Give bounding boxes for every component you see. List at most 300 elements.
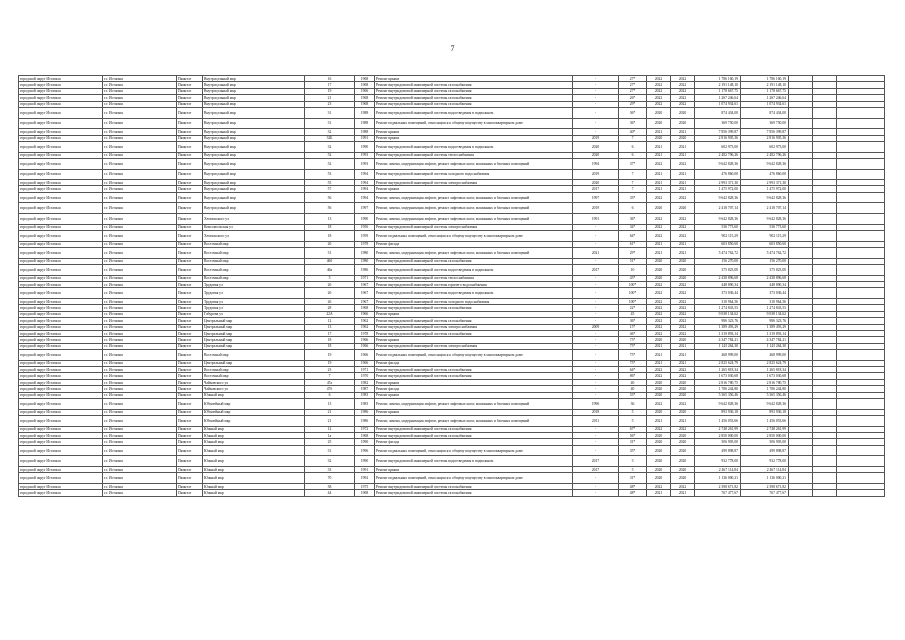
cell-c12: 156 270,00 (695, 258, 741, 264)
cell-c7: Ремонт, замена, модернизация лифтов, ремонт лифтовых шахт, машинных и блочных помещений (375, 416, 573, 427)
cell-c13: 932 778,00 (741, 456, 789, 467)
cell-c7: Ремонт внутридомовой инженерной системы теплоснабжения (375, 152, 573, 158)
cell-c11: 2021 (671, 241, 695, 247)
cell-c12: 1 265 818,34 (695, 367, 741, 373)
cell-c3: Пкинтлг (177, 258, 203, 264)
cell-c4: Южный мкр (203, 392, 305, 398)
cell-c7: Ремонт, замена, модернизация лифтов, ремонт лифтовых шахт, машинных и блочных помещений (375, 399, 573, 410)
cell-c9: 7 (619, 180, 647, 186)
cell-c5: 44 (305, 490, 355, 496)
cell-c9: 86* (619, 373, 647, 379)
cell-c12: 9 038 134,62 (695, 311, 741, 317)
table-row (19, 399, 885, 410)
cell-c2: г.г. Истапкш (103, 258, 177, 264)
cell-c10: 2021 (647, 490, 671, 496)
cell-c6: 1997 (355, 203, 375, 214)
cell-c2: г.г. Истапкш (103, 466, 177, 472)
cell-c13: 375 823,00 (741, 265, 789, 276)
cell-c13: 874 434,00 (741, 107, 789, 118)
cell-c3: Пкинтлг (177, 416, 203, 427)
cell-c6: 1975 (355, 483, 375, 489)
empty-cell (789, 107, 813, 118)
cell-c12: 1 136 000,21 (695, 473, 741, 484)
cell-c4: Внутрсцзльный мкр (203, 152, 305, 158)
cell-c4: Внутрсцзльный мкр (203, 192, 305, 203)
cell-c11: 2022 (671, 224, 695, 230)
cell-c11: 2021 (671, 350, 695, 361)
cell-c2: г.г. Истапкш (103, 409, 177, 415)
cell-c5: 56 (305, 203, 355, 214)
cell-c2: г.г. Истапкш (103, 129, 177, 135)
cell-c3: Пкинтлг (177, 483, 203, 489)
cell-c9: 7 (619, 135, 647, 141)
cell-c9: 3 (619, 456, 647, 467)
cell-c3: Пкинтлг (177, 101, 203, 107)
cell-c5: 47б (305, 386, 355, 392)
cell-c3: Пкинтлг (177, 288, 203, 299)
cell-c1: городской округ Истапкш (19, 433, 103, 439)
cell-c5: 18 (305, 343, 355, 349)
cell-c3: Пкинтлг (177, 350, 203, 361)
cell-c8: - (573, 490, 619, 496)
cell-c13: 2 467 114,84 (741, 466, 789, 472)
cell-c5: 26 (305, 282, 355, 288)
cell-c2: г.г. Истапкш (103, 214, 177, 225)
empty-cell (813, 192, 837, 203)
cell-c6: 1986 (355, 416, 375, 427)
cell-c9: 75* (619, 343, 647, 349)
cell-c2: г.г. Истапкш (103, 439, 177, 445)
cell-c12: 536 773,60 (695, 224, 741, 230)
cell-c2: г.г. Истапкш (103, 95, 177, 101)
cell-c7: Ремонт фасада (375, 241, 573, 247)
cell-c8: - (573, 282, 619, 288)
cell-c2: г.г. Истапкш (103, 224, 177, 230)
cell-c8: 2009 (573, 324, 619, 330)
cell-c2: г.г. Истапкш (103, 192, 177, 203)
cell-c4: Восточный мкр (203, 275, 305, 281)
cell-c3: Пкинтлг (177, 241, 203, 247)
cell-c11: 2021 (671, 169, 695, 180)
cell-c2: г.г. Истапкш (103, 426, 177, 432)
cell-c8: - (573, 318, 619, 324)
cell-c10: 2022 (647, 318, 671, 324)
cell-c3: Пкинтлг (177, 337, 203, 343)
cell-c10: 2021 (647, 186, 671, 192)
cell-c8: - (573, 241, 619, 247)
cell-c12: 375 823,00 (695, 265, 741, 276)
cell-c2: г.г. Истапкш (103, 343, 177, 349)
cell-c1: городской округ Истапкш (19, 392, 103, 398)
cell-c2: г.г. Истапкш (103, 203, 177, 214)
cell-c4: Южный мкр (203, 483, 305, 489)
cell-c1: городской округ Истапкш (19, 386, 103, 392)
cell-c12: 2 748 261,99 (695, 426, 741, 432)
cell-c4: Трудовая ул (203, 298, 305, 304)
cell-c7: Ремонт крыши (375, 186, 573, 192)
cell-c13: 1 178 667,75 (741, 88, 789, 94)
cell-c6: 1983 (355, 399, 375, 410)
cell-c5: 31 (305, 107, 355, 118)
cell-c1: городской округ Истапкш (19, 416, 103, 427)
table-row (19, 118, 885, 129)
cell-c12: 2 482 796,26 (695, 152, 741, 158)
cell-c8: 2017 (573, 186, 619, 192)
cell-c13: 2 482 796,26 (741, 152, 789, 158)
cell-c11: 2020 (671, 386, 695, 392)
cell-c6: 1966 (355, 337, 375, 343)
table-row (19, 158, 885, 169)
empty-cell (837, 288, 885, 299)
cell-c1: городской округ Истапкш (19, 439, 103, 445)
table-row (19, 169, 885, 180)
cell-c6: 1994 (355, 180, 375, 186)
cell-c6: 1968 (355, 76, 375, 82)
empty-cell (813, 399, 837, 410)
cell-c4: Внутрсцзльный мкр (203, 203, 305, 214)
empty-cell (813, 288, 837, 299)
cell-c6: 1994 (355, 169, 375, 180)
cell-c4: Внутрсцзльный мкр (203, 76, 305, 82)
cell-c3: Пкинтлг (177, 392, 203, 398)
cell-c11: 2022 (671, 483, 695, 489)
cell-c10: 2020 (647, 258, 671, 264)
cell-c8: - (573, 392, 619, 398)
empty-cell (813, 265, 837, 276)
cell-c5: 47а (305, 379, 355, 385)
cell-c6: 1982 (355, 379, 375, 385)
cell-c11: 2022 (671, 373, 695, 379)
cell-c6: 1967 (355, 288, 375, 299)
cell-c4: Восточный мкр (203, 248, 305, 259)
cell-c12: 2 993 371,30 (695, 180, 741, 186)
cell-c5: 21 (305, 416, 355, 427)
cell-c5: 13 (305, 399, 355, 410)
cell-c7: Ремонт внутридомовой инженерной системы электроснабжения (375, 180, 573, 186)
cell-c1: городской округ Истапкш (19, 158, 103, 169)
cell-c4: Трудовая ул (203, 282, 305, 288)
cell-c3: Пкинтлг (177, 367, 203, 373)
cell-c4: Восточный мкр (203, 265, 305, 276)
cell-c12: 4 347 784,21 (695, 337, 741, 343)
cell-c11: 2021 (671, 343, 695, 349)
cell-c8: 2020 (573, 152, 619, 158)
cell-c10: 2022 (647, 76, 671, 82)
cell-c3: Пкинтлг (177, 248, 203, 259)
cell-c9: 51* (619, 258, 647, 264)
cell-c5: 52 (305, 158, 355, 169)
cell-c12: 1 475 972,00 (695, 186, 741, 192)
cell-c1: городской округ Истапкш (19, 101, 103, 107)
cell-c11: 2020 (671, 473, 695, 484)
cell-c13: 373 036,44 (741, 288, 789, 299)
cell-c6: 1972 (355, 426, 375, 432)
cell-c13: 9 642 828,36 (741, 399, 789, 410)
cell-c4: Восточный мкр (203, 350, 305, 361)
cell-c3: Пкинтлг (177, 373, 203, 379)
cell-c8: 1994 (573, 158, 619, 169)
cell-c1: городской округ Истапкш (19, 409, 103, 415)
cell-c10: 2022 (647, 298, 671, 304)
cell-c13: 499 898,87 (741, 445, 789, 456)
cell-c6: 1987 (355, 386, 375, 392)
cell-c4: Юбилейный мкр (203, 409, 305, 415)
cell-c10: 2021 (647, 129, 671, 135)
cell-c7: Ремонт внутридомовой инженерной системы электроснабжения (375, 343, 573, 349)
cell-c10: 2020 (647, 445, 671, 456)
cell-c7: Ремонт фасада (375, 439, 573, 445)
cell-c12: 506 905,00 (695, 439, 741, 445)
cell-c2: г.г. Истапкш (103, 298, 177, 304)
cell-c12: 9 642 828,36 (695, 192, 741, 203)
cell-c9: 6 (619, 203, 647, 214)
cell-c10: 2020 (647, 107, 671, 118)
cell-c3: Пкинтлг (177, 141, 203, 152)
cell-c6: 1968 (355, 82, 375, 88)
empty-cell (789, 350, 813, 361)
cell-c9: 100* (619, 298, 647, 304)
cell-c13: 156 270,00 (741, 258, 789, 264)
cell-c4: Южный мкр (203, 445, 305, 456)
cell-c6: 1988 (355, 129, 375, 135)
cell-c13: 2 191 148,10 (741, 82, 789, 88)
cell-c6: 1968 (355, 433, 375, 439)
cell-c9: 29* (619, 101, 647, 107)
cell-c7: Ремонт крыши (375, 337, 573, 343)
cell-c4: Внутрсцзльный мкр (203, 82, 305, 88)
cell-c5: 18 (305, 231, 355, 242)
cell-c1: городской округ Истапкш (19, 282, 103, 288)
cell-c10: 2022 (647, 282, 671, 288)
cell-c5: 55 (305, 180, 355, 186)
cell-c3: Пкинтлг (177, 490, 203, 496)
cell-c9: 37* (619, 158, 647, 169)
cell-c13: 893 936,18 (741, 409, 789, 415)
cell-c9: 53* (619, 392, 647, 398)
empty-cell (813, 169, 837, 180)
empty-cell (837, 248, 885, 259)
cell-c11: 2020 (671, 433, 695, 439)
empty-cell (837, 473, 885, 484)
cell-c4: Внутрсцзльный мкр (203, 135, 305, 141)
cell-c4: Внутрсцзльный мкр (203, 118, 305, 129)
cell-c11: 2022 (671, 88, 695, 94)
cell-c12: 2 438 896,68 (695, 275, 741, 281)
table-row (19, 456, 885, 467)
cell-c3: Пкинтлг (177, 439, 203, 445)
cell-c6: 1994 (355, 192, 375, 203)
cell-c6: 1967 (355, 298, 375, 304)
cell-c10: 2022 (647, 231, 671, 242)
cell-c8: - (573, 118, 619, 129)
cell-c13: 2 993 371,30 (741, 180, 789, 186)
cell-c1: городской округ Истапкш (19, 324, 103, 330)
cell-c13: 2 850 000,00 (741, 433, 789, 439)
cell-c13: 1 274 843,53 (741, 305, 789, 311)
empty-cell (837, 416, 885, 427)
cell-c3: Пкинтлг (177, 360, 203, 366)
cell-c5: 12 (305, 426, 355, 432)
cell-c8: - (573, 330, 619, 336)
cell-c10: 2021 (647, 180, 671, 186)
cell-c7: Ремонт фасада (375, 386, 573, 392)
cell-c6: 1996 (355, 445, 375, 456)
cell-c8: - (573, 337, 619, 343)
cell-c10: 2020 (647, 473, 671, 484)
cell-c3: Пкинтлг (177, 399, 203, 410)
cell-c1: городской округ Истапкш (19, 343, 103, 349)
cell-c5: 70 (305, 473, 355, 484)
cell-c1: городской округ Истапкш (19, 180, 103, 186)
cell-c11: 2022 (671, 324, 695, 330)
cell-c7: Ремонт внутридомовой инженерной системы газоснабжения (375, 318, 573, 324)
empty-cell (837, 158, 885, 169)
cell-c2: г.г. Истапкш (103, 118, 177, 129)
cell-c10: 2020 (647, 466, 671, 472)
cell-c9: 46* (619, 330, 647, 336)
cell-c2: г.г. Истапкш (103, 360, 177, 366)
cell-c13: 476 860,00 (741, 169, 789, 180)
empty-cell (789, 456, 813, 467)
cell-c6: 1962 (355, 324, 375, 330)
cell-c11: 2020 (671, 409, 695, 415)
cell-c5: 18 (305, 337, 355, 343)
cell-c13: 506 905,00 (741, 439, 789, 445)
cell-c2: г.г. Истапкш (103, 88, 177, 94)
cell-c3: Пкинтлг (177, 95, 203, 101)
empty-cell (789, 473, 813, 484)
cell-c7: Ремонт внутридомовой инженерной системы газоснабжения (375, 373, 573, 379)
cell-c5: 5 (305, 275, 355, 281)
cell-c7: Ремонт внутридомовой инженерной системы газоснабжения (375, 490, 573, 496)
page-number: 7 (450, 44, 455, 53)
cell-c3: Пкинтлг (177, 298, 203, 304)
cell-c7: Ремонт подвальных помещений, относящихся к общему имуществу в многоквартирном доме (375, 231, 573, 242)
cell-c9: 56* (619, 433, 647, 439)
cell-c7: Ремонт крыши (375, 409, 573, 415)
cell-c9: 6 (619, 141, 647, 152)
cell-c11: 2021 (671, 129, 695, 135)
cell-c11: 2020 (671, 392, 695, 398)
cell-c5: 23 (305, 101, 355, 107)
cell-c9: 33* (619, 192, 647, 203)
cell-c8: 1991 (573, 214, 619, 225)
cell-c13: 1 786 160,19 (741, 76, 789, 82)
cell-c3: Пкинтлг (177, 409, 203, 415)
cell-c3: Пкинтлг (177, 88, 203, 94)
cell-c13: 2 816 905,36 (741, 135, 789, 141)
cell-c11: 2022 (671, 76, 695, 82)
cell-c9: 36* (619, 318, 647, 324)
cell-c1: городской округ Истапкш (19, 169, 103, 180)
cell-c4: Внутрсцзльный мкр (203, 101, 305, 107)
cell-c7: Ремонт внутридомовой инженерной системы газоснабжения (375, 101, 573, 107)
cell-c10: 2022 (647, 311, 671, 317)
empty-cell (837, 192, 885, 203)
cell-c13: 448 890,34 (741, 282, 789, 288)
cell-c13: 1 706 244,80 (741, 386, 789, 392)
cell-c9: 34* (619, 224, 647, 230)
cell-c2: г.г. Истапкш (103, 152, 177, 158)
empty-cell (789, 158, 813, 169)
cell-c7: Ремонт внутридомовой инженерной системы горячего водоснабжения (375, 282, 573, 288)
cell-c6: 1968 (355, 305, 375, 311)
cell-c10: 2021 (647, 141, 671, 152)
cell-c1: городской округ Истапкш (19, 305, 103, 311)
cell-c10: 2022 (647, 192, 671, 203)
cell-c7: Ремонт внутридомовой инженерной системы газоснабжения (375, 82, 573, 88)
cell-c2: г.г. Истапкш (103, 76, 177, 82)
cell-c10: 2022 (647, 88, 671, 94)
cell-c5: 26 (305, 298, 355, 304)
cell-c1: городской округ Истапкш (19, 88, 103, 94)
cell-c6: 1978 (355, 241, 375, 247)
cell-c11: 2022 (671, 399, 695, 410)
cell-c3: Пкинтлг (177, 426, 203, 432)
cell-c1: городской округ Истапкш (19, 466, 103, 472)
cell-c6: 1966 (355, 88, 375, 94)
cell-c11: 2020 (671, 379, 695, 385)
cell-c13: 2 398 671,82 (741, 483, 789, 489)
cell-c3: Пкинтлг (177, 265, 203, 276)
cell-c5: 53 (305, 169, 355, 180)
cell-c9: 10 (619, 265, 647, 276)
cell-c1: городской округ Истапкш (19, 231, 103, 242)
empty-cell (837, 203, 885, 214)
cell-c3: Пкинтлг (177, 107, 203, 118)
empty-cell (813, 214, 837, 225)
cell-c12: 874 434,00 (695, 107, 741, 118)
cell-c13: 468 999,00 (741, 350, 789, 361)
cell-c1: городской округ Истапкш (19, 483, 103, 489)
cell-c1: городской округ Истапкш (19, 135, 103, 141)
cell-c1: городской округ Истапкш (19, 399, 103, 410)
empty-cell (813, 248, 837, 259)
cell-c5: 56 (305, 192, 355, 203)
empty-cell (789, 416, 813, 427)
cell-c12: 1 178 667,75 (695, 88, 741, 94)
cell-c13: 2 418 707,14 (741, 203, 789, 214)
cell-c5: 7 (305, 373, 355, 379)
empty-cell (789, 214, 813, 225)
cell-c2: г.г. Истапкш (103, 373, 177, 379)
cell-c11: 2020 (671, 265, 695, 276)
cell-c11: 2020 (671, 118, 695, 129)
cell-c1: городской округ Истапкш (19, 141, 103, 152)
cell-c6: 1990 (355, 214, 375, 225)
cell-c6: 1968 (355, 101, 375, 107)
cell-c7: Ремонт внутридомовой инженерной системы газоснабжения (375, 330, 573, 336)
cell-c6: 1978 (355, 330, 375, 336)
cell-c8: - (573, 101, 619, 107)
cell-c8: 2017 (573, 265, 619, 276)
cell-c10: 2022 (647, 214, 671, 225)
cell-c13: 986 323,76 (741, 318, 789, 324)
cell-c10: 2022 (647, 399, 671, 410)
cell-c11: 2022 (671, 231, 695, 242)
cell-c7: Ремонт, замена, модернизация лифтов, ремонт лифтовых шахт, машинных и блочных помещений (375, 158, 573, 169)
cell-c12: 2 467 114,84 (695, 466, 741, 472)
cell-c4: Центральный мкр (203, 360, 305, 366)
empty-cell (789, 399, 813, 410)
cell-c3: Пкинтлг (177, 180, 203, 186)
cell-c4: Центральный мкр (203, 318, 305, 324)
cell-c2: г.г. Истапкш (103, 288, 177, 299)
cell-c10: 2020 (647, 203, 671, 214)
empty-cell (813, 231, 837, 242)
cell-c11: 2020 (671, 466, 695, 472)
cell-c5: 21 (305, 95, 355, 101)
